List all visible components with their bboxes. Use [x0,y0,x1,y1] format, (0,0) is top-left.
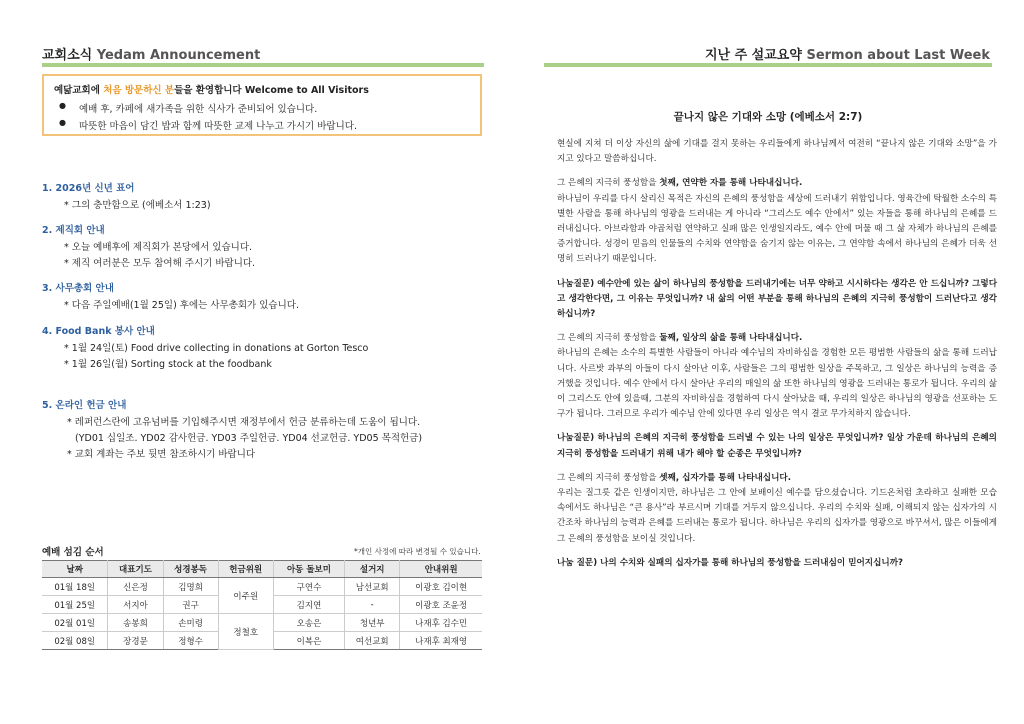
announcement-header [42,44,260,63]
sermon-header-ko: 지난 주 설교요약 [704,48,802,63]
sermon-point-3: 그 은혜의 지극히 풍성함을 셋째, 십자가를 통해 나타내십니다. 우리는 질그릇 같은 인생이지만, 하나님은 그 안에 보배이신 예수를 담으셨습니다. 기드온처럼 초라하고 실패한 모습 속에서도 하나님은 “큰 용사”라 부르시며 기대를 거두지 않으십니다. 우리의 수치와 실패, 이해되지 않는 십자가의 시간조차 하나님의 능력과 은혜를 드러내는 통로가 됩니다. 하나님은 우리의 십자가를 영광으로 바꾸셔서, 많은 이들에게 그 은혜의 풍성함을 보이실 것입니다. [557,472,997,544]
table-header-row: 날짜 대표기도 성경봉독 헌금위원 아동 돌보미 설거지 안내위원 [42,561,482,578]
visitor-title: 예닮교회에 처음 방문하신 분들을 환영합니다 Welcome to All Visitors [54,85,369,96]
table-row: 01월 25일 서지아 권구 김지연 - 이광호 조윤정 [42,596,482,614]
section-new-year-motto: 1. 2026년 신년 표어 * 그의 충만함으로 (에베소서 1:23) [42,183,211,211]
table-row: 02월 01일 송봉희 손미령 정철호 오송은 청년부 나재후 김수민 [42,614,482,632]
section-online-offering: 5. 온라인 헌금 안내 * 레퍼런스란에 고유넘버를 기입해주시면 재정부에서 헌금 분류하는데 도움이 됩니다. (YD01 십일조. YD02 감사헌금. YD03 주일헌금. YD04 선교헌금. YD05 목적헌금) * 교회 계좌는 주보 뒷면 참조하시기 바랍니다 [42,400,423,460]
sermon-point-1: 그 은혜의 지극히 풍성함을 첫째, 연약한 자를 통해 나타내십니다. 하나님이 우리를 다시 살리신 목적은 자신의 은혜의 풍성함을 세상에 드러내기 위함입니다. 영육간에 탁월한 소수의 특별한 사람을 통해 하나님의 영광을 드러내는 게 아니라 “그리스도 예수 안에서” 있는 자들을 통해 하나님의 은혜를 드러내십니다. 아브라함과 야곱처럼 연약하고 실패 많은 인생일지라도, 예수 안에 머물 때 그 삶 자체가 하나님의 은혜를 증거합니다. 성경이 믿음의 인물들의 수치와 연약함을 숨기지 않는 이유는, 그 연약함 속에서 하나님의 은혜가 더욱 선명히 드러나기 때문입니다. [557,178,997,265]
sermon-intro: 현실에 지쳐 더 이상 자신의 삶에 기대를 걸지 못하는 우리들에게 하나님께서 여전히 “끝나지 않은 기대와 소망”을 가지고 있다고 말씀하십니다. [557,139,997,165]
table-row: 01월 18일 신은정 김명희 이주원 구연수 남선교회 이광호 김이현 [42,578,482,596]
schedule-title: 예배 섬김 순서 [42,547,104,558]
table-row: 02월 08일 장경문 정형수 이복은 여선교회 나재후 최재영 [42,632,482,650]
section-general-meeting: 3. 사무총회 안내 * 다음 주일예배(1월 25일) 후에는 사무총회가 있습니다. [42,283,299,311]
sermon-header [705,44,990,63]
visitor-bullet: ● 예배 후, 카페에 새가족을 위한 식사가 준비되어 있습니다. [54,101,470,115]
announcement-header-en: Yedam Announcement [96,48,261,63]
sharing-question-1: 나눔질문) 예수안에 있는 삶이 하나님의 풍성함을 드러내기에는 너무 약하고 시시하다는 생각은 안 드십니까? 그렇다고 생각한다면, 그 이유는 무엇입니까? 내 삶의 어떤 부분을 통해 하나님의 은혜의 지극히 풍성함이 드러난다고 생각하십니까? [557,278,997,320]
visitor-bullet: ● 따뜻한 마음이 담긴 밥과 함께 따뜻한 교제 나누고 가시기 바랍니다. [54,118,470,132]
sermon-point-2: 그 은혜의 지극히 풍성함을 둘째, 일상의 삶을 통해 나타내십니다. 하나님의 은혜는 소수의 특별한 사람들이 아니라 예수님의 자비하심을 경험한 모든 평범한 사람들의 삶을 통해 드러납니다. 사르밧 과부의 아들이 다시 살아난 이후, 사람들은 그의 평범한 일상을 주목하고, 그 일상은 하나님의 능력을 증거했을 것입니다. 예수 안에서 다시 살아난 우리의 매일의 삶 또한 하나님의 영광을 드러내는 통로가 됩니다. 우리의 삶이 그리스도 안에 있을때, 그분의 자비하심을 경험하여 다시 살아났을 때, 우리의 일상은 하나님의 영광을 선포하는 도구가 됩니다. 그러므로 우리가 예수님 안에 있다면 우리 일상은 역시 결코 무가치하지 않습니다. [557,333,997,420]
service-schedule-table [42,560,482,650]
sermon-title: 끝나지 않은 기대와 소망 (에베소서 2:7) [673,111,863,123]
visitor-welcome-box [42,74,482,136]
sermon-header-en: Sermon about Last Week [806,48,990,63]
sermon-body [557,137,997,580]
section-food-bank: 4. Food Bank 봉사 안내 * 1월 24일(토) Food drive collecting in donations at Gorton Tesco * 1월 26일(월) Sorting stock at the foodbank [42,326,369,370]
header-rule [42,63,484,67]
section-council: 2. 제직회 안내 * 오늘 예배후에 제직회가 본당에서 있습니다. * 제직 여러분은 모두 참여해 주시기 바랍니다. [42,225,256,269]
schedule-note: *개인 사정에 따라 변경될 수 있습니다. [354,547,481,556]
sharing-question-2: 나눔질문) 하나님의 은혜의 지극히 풍성함을 드러낼 수 있는 나의 일상은 무엇입니까? 일상 가운데 하나님의 은혜의 지극히 풍성함을 드러내기 위해 내가 해야 할 순종은 무엇입니까? [557,433,997,459]
header-rule [544,63,992,67]
right-page [512,0,1024,724]
announcement-header-ko: 교회소식 [42,48,93,63]
sharing-question-3: 나눔 질문) 나의 수치와 실패의 십자가를 통해 하나님의 풍성함을 드러내심이 믿어지십니까? [557,557,903,568]
